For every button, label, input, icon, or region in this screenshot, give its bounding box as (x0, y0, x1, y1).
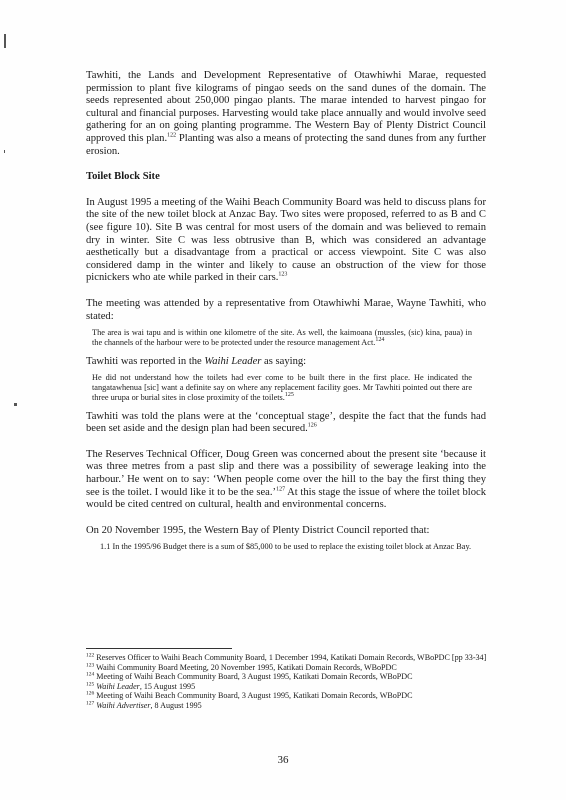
paragraph: On 20 November 1995, the Western Bay of Plenty District Council reported that: (86, 524, 430, 536)
footnote-text: , 15 August 1995 (139, 681, 196, 691)
footnote-ref: 124 (375, 337, 385, 344)
footnote (86, 691, 490, 701)
paragraph-text: Tawhiti was told the plans were at the ‘conceptual stage’, despite the fact that the funds had been set aside and the design plan had been secured. (86, 410, 486, 435)
footnote-text: Meeting of Waihi Beach Community Board, 3 August 1995, Katikati Domain Records, WBoPDC (96, 672, 413, 682)
footnote-text: Waihi Community Board Meeting, 20 November 1995, Katikati Domain Records, WBoPDC (96, 662, 397, 672)
block-quote (92, 328, 472, 348)
paragraph-text: The Reserves Technical Officer, Doug Green was concerned about the present site ‘because it was three metres from a past slip and there was a possibility of sewerage leaking into the harbour.’ He went on to say: ‘When people come over the hill to the bay the first thing they see is the toilet. I would like it to be the sea.’ (86, 448, 486, 498)
footnote (86, 672, 490, 682)
newspaper-title: Waihi Leader (204, 355, 262, 367)
footnote-number: 124 (86, 671, 95, 678)
footnote-ref: 122 (167, 132, 177, 139)
scan-mark-middle (14, 403, 17, 406)
scan-mark-edge (4, 150, 5, 153)
paragraph (86, 449, 486, 512)
footnote-ref: 125 (284, 392, 294, 399)
paragraph (86, 197, 486, 285)
paragraph-text: In August 1995 a meeting of the Waihi Beach Community Board was held to discuss plans for the site of the new toilet block at Anzac Bay. Two sites were proposed, referred to as B and C (see figure 10). Site B was central for most users of the domain and was believed to remain dry in winter. Site C was less obtrusive than B, which was considered an advantage aesthetically but a disadvantage from a practical or access viewpoint. Site C was also considered damp in the winter and likely to cause an obstruction of the view for those picnickers who ate while parked in their cars. (86, 196, 486, 284)
block-quote: 1.1 In the 1995/96 Budget there is a sum of $85,000 to be used to replace the existing toilet block at Anzac Bay. (100, 542, 472, 552)
paragraph-text: Planting was also a means of protecting the sand dunes from any further erosion. (86, 132, 486, 157)
paragraph (86, 70, 486, 158)
footnote (86, 663, 490, 673)
footnote-number: 127 (86, 700, 95, 707)
footnote-source-title: Waihi Advertiser (96, 700, 151, 710)
footnote-ref: 127 (276, 486, 286, 493)
paragraph: The meeting was attended by a representative from Otawhiwhi Marae, Wayne Tawhiti, who stated: (86, 297, 486, 322)
paragraph (86, 411, 486, 436)
footnote-source-title: Waihi Leader (96, 681, 140, 691)
block-quote (92, 373, 472, 402)
footnote-ref: 123 (278, 271, 288, 278)
footnote-text: Meeting of Waihi Beach Community Board, 3 August 1995, Katikati Domain Records, WBoPDC (96, 691, 413, 701)
paragraph-text: At this stage the issue of where the toilet block would be cited centred on cultural, health and environmental concerns. (86, 486, 486, 511)
footnote (86, 653, 490, 663)
footnote-number: 122 (86, 652, 95, 659)
paragraph-text: Tawhiti was reported in the (86, 355, 205, 367)
section-heading: Toilet Block Site (86, 171, 160, 183)
footnote-number: 123 (86, 661, 95, 668)
footnotes (86, 653, 490, 711)
footnote-text: Reserves Officer to Waihi Beach Community Board, 1 December 1994, Katikati Domain Records, WBoPDC [pp 33-34] (96, 653, 487, 662)
footnote-text: , 8 August 1995 (150, 700, 202, 710)
footnote (86, 682, 490, 692)
paragraph-text: as saying: (261, 355, 307, 367)
footnote-number: 125 (86, 681, 95, 688)
main-text (86, 70, 486, 552)
page-number: 36 (277, 754, 289, 766)
footnote-number: 126 (86, 690, 95, 697)
scan-mark-top (4, 34, 6, 48)
footnote-divider (86, 648, 232, 649)
quote-text: He did not understand how the toilets had ever come to be built there in the first place. He indicated the tangatawhenua [sic] want a definite say on where any replacement facility goes. Mr Tawhiti pointed out there are three urupa or burial sites in close proximity of the toilets. (92, 373, 472, 402)
quote-text: The area is wai tapu and is within one kilometre of the site. As well, the kaimoana (mussles, (sic) kina, paua) in the channels of the harbour were to be protected under the resource management Act. (92, 328, 472, 347)
paragraph (86, 356, 486, 369)
footnote (86, 701, 490, 711)
footnote-ref: 126 (307, 422, 317, 429)
paragraph-text: Tawhiti, the Lands and Development Representative of Otawhiwhi Marae, requested permission to plant five kilograms of pingao seeds on the sand dunes of the domain. The seeds represented about 250,000 pingao plants. The marae intended to harvest pingao for cultural and financial purposes. Harvesting would take place annually and would involve seed gathering for an on going planting programme. The Western Bay of Plenty District Council approved this plan. (86, 70, 486, 144)
